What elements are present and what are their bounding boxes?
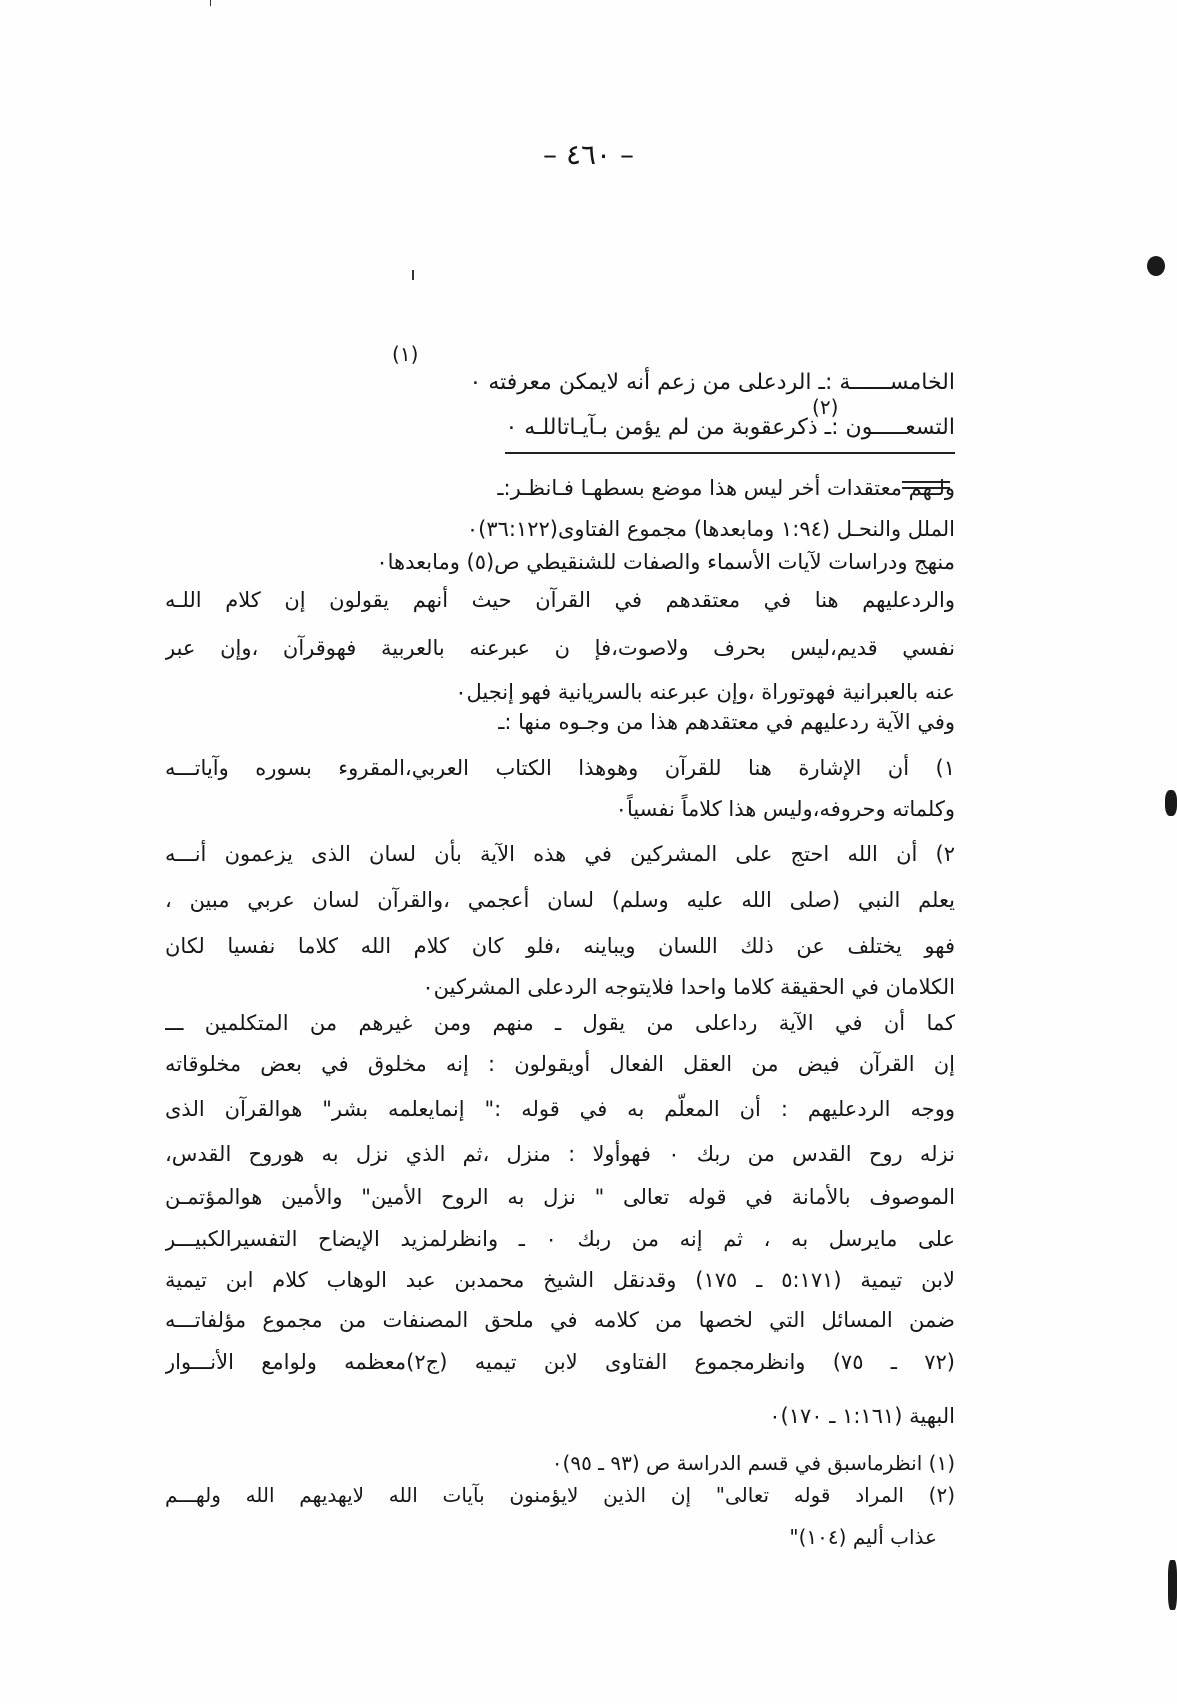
- heading-fifth-label: الخامســــــة: [839, 370, 955, 395]
- body-line-3: منهج ودراسات لآيات الأسماء والصفات للشنقيطي ص(٥) ومابعدها٠: [376, 550, 955, 574]
- scan-blot-right-3: [1168, 1560, 1177, 1610]
- footnote-ref-2: (٢): [812, 395, 839, 419]
- heading-ninetieth-label: التسعـــــون: [845, 415, 955, 440]
- body-line-18: الموصوف بالأمانة في قوله تعالى " نزل به الروح الأمين" والأمين هوالمؤتمـن: [165, 1185, 955, 1209]
- body-line-11: يعلم النبي (صلى الله عليه وسلم) لسان أعجمي ،والقرآن لسان عربي مبين ،: [165, 888, 955, 912]
- body-line-19: على مايرسل به ، ثم إنه من ربك ٠ ـ وانظرلمزيد الإيضاح التفسيرالكبيـــر: [165, 1227, 955, 1251]
- scan-blot-right-1: [1147, 256, 1165, 276]
- body-line-9: وكلماته وحروفه،وليس هذا كلاماً نفسياً٠: [615, 797, 955, 821]
- scan-mark-top: [210, 0, 211, 6]
- footnote-2-cont: عذاب أليم (١٠٤)": [789, 1525, 937, 1549]
- footnote-1: (١) انظرماسبق في قسم الدراسة ص (٩٣ ـ ٩٥)٠: [551, 1451, 955, 1475]
- body-line-13: الكلامان في الحقيقة كلاما واحدا فلايتوجه الردعلى المشركين٠: [422, 975, 955, 999]
- body-line-12: فهو يختلف عن ذلك اللسان ويباينه ،فلو كان كلام الله كلاما نفسيا لكان: [165, 934, 955, 958]
- body-line-6: عنه بالعبرانية فهوتوراة ،وإن عبرعنه بالسريانية فهو إنجيل٠: [455, 680, 955, 704]
- body-line-20: لابن تيمية (٥:١٧١ ـ ١٧٥) وقدنقل الشيخ محمدبن عبد الوهاب كلام ابن تيمية: [165, 1268, 955, 1292]
- body-line-15: إن القرآن فيض من العقل الفعال أويقولون : إنه مخلوق في بعض مخلوقاته: [165, 1052, 955, 1076]
- page-number: – ٤٦٠ –: [543, 138, 634, 171]
- body-line-14: كما أن في الآية رداعلى من يقول ـ منهم ومن غيرهم من المتكلمين ـــ: [165, 1011, 955, 1035]
- body-line-17: نزله روح القدس من ربك ٠ فهوأولا : منزل ،ثم الذي نزل به هوروح القدس،: [165, 1142, 955, 1166]
- body-line-16: ووجه الردعليهم : أن المعلّم به في قوله :" إنمايعلمه بشر" هوالقرآن الذى: [165, 1097, 955, 1121]
- body-line-2: الملل والنحـل (١:٩٤ ومابعدها) مجموع الفتاوى(٣٦:١٢٢)٠: [466, 517, 955, 541]
- heading-underline: [505, 452, 955, 454]
- body-line-1: ولـهم معتقدات أخر ليس هذا موضع بسطهـا فـانظـر:ـ: [497, 476, 955, 500]
- body-line-5: نفسي قديم،ليس بحرف ولاصوت،فإ ن عبرعنه بالعربية فهوقرآن ،وإن عبر: [165, 636, 955, 660]
- body-line-7: وفي الآية ردعليهم في معتقدهم هذا من وجـوه منها :ـ: [498, 710, 955, 734]
- heading-ninetieth: [215, 415, 955, 440]
- footnote-ref-1: (١): [392, 342, 419, 366]
- body-line-4: والردعليهم هنا في معتقدهم في القرآن حيث أنهم يقولون إن كلام اللـه: [165, 588, 955, 612]
- scan-mark-center: [412, 270, 414, 280]
- heading-fifth: [215, 370, 955, 395]
- body-line-21: ضمن المسائل التي لخصها من كلامه في ملحق المصنفات من مجموع مؤلفاتـــه: [165, 1308, 955, 1332]
- heading-ninetieth-text: :ـ ذكرعقوبة من لم يؤمن بـآيـاتاللـه ٠: [505, 415, 839, 440]
- heading-fifth-text: :ـ الردعلى من زعم أنه لايمكن معرفته ٠: [469, 370, 833, 395]
- body-line-22: (٧٢ ـ ٧٥) وانظرمجموع الفتاوى لابن تيميه (ج٢)معظمه ولوامع الأنـــوار: [165, 1350, 955, 1374]
- scan-blot-right-2: [1165, 790, 1177, 816]
- body-line-23: البهية (١:١٦١ ـ ١٧٠)٠: [769, 1404, 955, 1428]
- footnote-2: (٢) المراد قوله تعالى" إن الذين لايؤمنون بآيات الله لايهديهم الله ولهـــم: [165, 1483, 955, 1507]
- body-line-8: ١) أن الإشارة هنا للقرآن وهوهذا الكتاب العربي،المقروء بسوره وآياتـــه: [165, 756, 955, 780]
- body-line-10: ٢) أن الله احتج على المشركين في هذه الآية بأن لسان الذى يزعمون أنـــه: [165, 842, 955, 866]
